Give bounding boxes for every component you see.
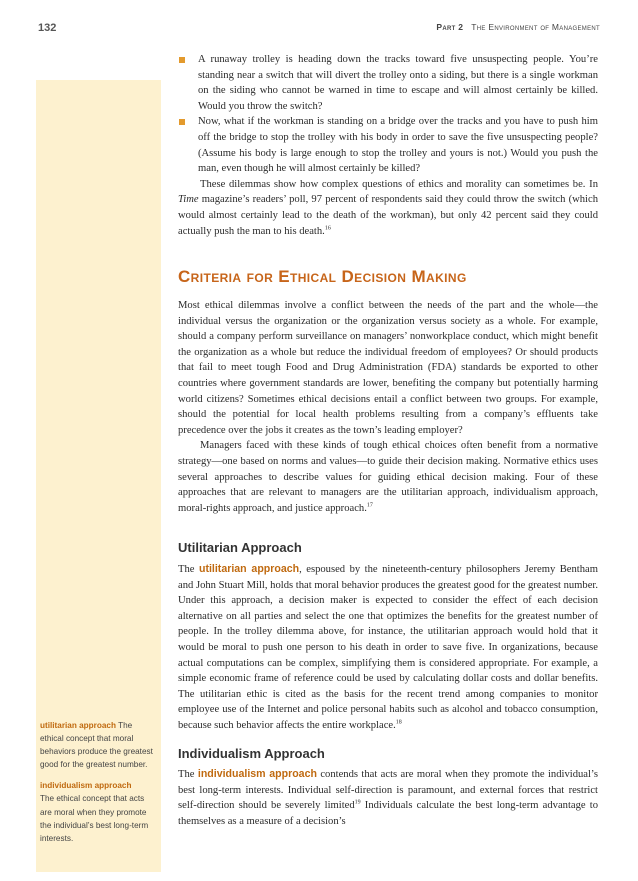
bullet-square-icon (179, 57, 185, 63)
text-run: These dilemmas show how complex questions of ethics and morality can sometimes be. In (200, 178, 598, 190)
glossary-entry (40, 779, 158, 844)
footnote-ref: 19 (354, 799, 361, 806)
running-head-title: The Environment of Management (471, 22, 600, 32)
section-heading: Criteria for Ethical Decision Making (178, 267, 467, 286)
magazine-title: Time (178, 194, 199, 206)
text-run: magazine’s readers’ poll, 97 percent of respondents said they could throw the switch (which would almost certainly lead to the death of the workman), but only 42 percent said they could actually push the man to his death. (178, 194, 598, 237)
individualism-body (178, 767, 598, 829)
paragraph (178, 767, 598, 829)
running-head-part: Part 2 (436, 22, 464, 32)
glossary-entry (40, 719, 158, 771)
paragraph (178, 438, 598, 516)
footnote-ref: 16 (324, 225, 331, 231)
dilemma-paragraph (178, 177, 598, 239)
text-run: Individuals calculate the best long-term advantage to themselves as a measure of a decision’s (178, 800, 598, 827)
page-number: 132 (38, 22, 57, 34)
glossary-term: individualism approach (40, 781, 132, 791)
utilitarian-body (178, 562, 598, 734)
subsection-heading: Utilitarian Approach (178, 540, 302, 555)
section-body (178, 298, 598, 516)
text-run: The (178, 564, 199, 575)
list-item (178, 114, 598, 176)
text-run: The (178, 769, 198, 780)
bullet-text: Now, what if the workman is standing on a bridge over the tracks and you have to push him off the bridge to stop the trolley with his body in order to save the five unsuspecting people? (Assume his body is large enough to stop the trolley and yours is not.) Would you push the man, even though he will almost certainly be killed? (198, 116, 598, 175)
running-head (436, 22, 600, 32)
key-term: individualism approach (197, 768, 317, 780)
list-item (178, 52, 598, 114)
bullet-list (178, 52, 598, 239)
glossary-definition: The ethical concept that moral behaviors produce the greatest good for the greatest number. (40, 721, 153, 770)
key-term: utilitarian approach (198, 563, 300, 575)
footnote-ref: 17 (366, 502, 373, 509)
text-run: contends that acts are moral when they promote the individual’s best long-term interests. Individual self-direction is paramount, and external forces that restrict self-direction should be severely limited (178, 769, 598, 812)
subsection-heading: Individualism Approach (178, 746, 325, 761)
text-run: , espoused by the nineteenth-century philosophers Jeremy Bentham and John Stuart Mill, holds that moral behavior produces the greatest good for the greatest number. Under this approach, a decision maker is expected to consider the effect of each decision alternative on all parties and select the one that optimizes the benefits for the greatest number of people. In the trolley dilemma above, for instance, the utilitarian approach would hold that it would be moral to push one person to his death in order to save five. In organizations, because actual computations can be complex, simplifying them is considered appropriate. For example, a simple economic frame of reference could be used by calculating dollar costs and dollar benefits. The utilitarian ethic is cited as the basis for the recent trend among companies to monitor employee use of the Internet and police personal habits such as alcohol and tobacco consumption, because such behavior affects the entire workplace. (178, 564, 598, 731)
glossary-term: utilitarian approach (40, 721, 116, 730)
glossary-definition: The ethical concept that acts are moral when they promote the individual’s best long-term interests. (40, 794, 149, 843)
bullet-text: A runaway trolley is heading down the tracks toward five unsuspecting people. You’re standing near a switch that will divert the trolley onto a siding, but there is a single workman on the siding who cannot be warned in time to escape and will almost certainly be killed. Would you throw the switch? (198, 54, 598, 112)
margin-glossary (40, 719, 158, 853)
bullet-square-icon (179, 119, 185, 125)
paragraph (178, 562, 598, 734)
paragraph: Most ethical dilemmas involve a conflict between the needs of the part and the whole—the individual versus the organization or the organization versus society as a whole. For example, should a company perform surveillance on managers’ nonworkplace conduct, which might benefit the organization as a whole but reduce the individual freedom of employees? Or should products that fail to meet tough Food and Drug Administration (FDA) standards be exported to other countries where government standards are lower, benefiting the company but potentially harming world citizens? Sometimes ethical decisions entail a conflict between two groups. For example, should the potential for local health problems resulting from a company’s effluents take precedence over the jobs it creates as the town’s leading employer? (178, 300, 598, 436)
footnote-ref: 18 (395, 719, 402, 726)
text-run: Managers faced with these kinds of tough ethical choices often benefit from a normative strategy—one based on norms and values—to guide their decision making. Normative ethics uses several approaches to describe values for guiding ethical decision making. Four of these approaches that are relevant to managers are the utilitarian approach, individualism approach, moral-rights approach, and justice approach. (178, 440, 598, 514)
